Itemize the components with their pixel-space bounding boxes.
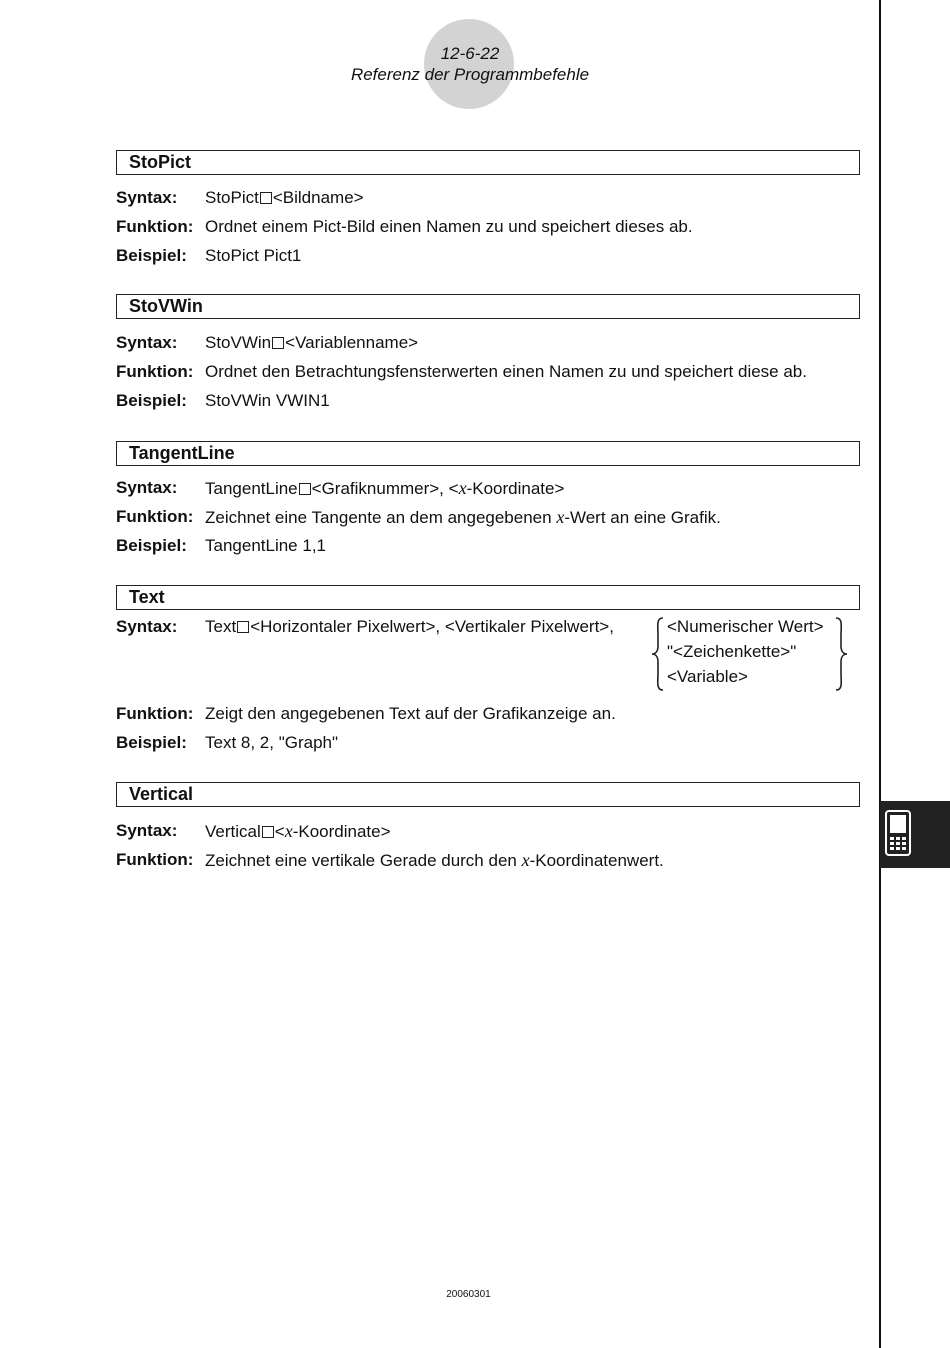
syntax-option: <Numerischer Wert> <box>667 617 824 636</box>
funktion-label: Funktion: <box>116 362 194 381</box>
syntax-label: Syntax: <box>116 617 178 636</box>
funktion-label: Funktion: <box>116 507 194 526</box>
page-number: 12-6-22 <box>440 44 500 63</box>
right-brace-icon <box>834 616 848 692</box>
header-circle <box>424 19 514 109</box>
command-title: StoVWin <box>129 296 203 316</box>
beispiel-value: TangentLine 1,1 <box>205 536 326 555</box>
space-symbol-icon <box>272 337 284 349</box>
beispiel-label: Beispiel: <box>116 733 187 752</box>
syntax-options-group <box>651 616 851 692</box>
funktion-label: Funktion: <box>116 217 194 236</box>
command-heading-text <box>116 585 860 610</box>
syntax-option: <Variable> <box>667 667 748 686</box>
funktion-value: Zeigt den angegebenen Text auf der Grafikanzeige an. <box>205 704 616 723</box>
chapter-tab <box>880 801 950 868</box>
beispiel-label: Beispiel: <box>116 246 187 265</box>
space-symbol-icon <box>262 826 274 838</box>
syntax-label: Syntax: <box>116 478 178 497</box>
space-symbol-icon <box>260 192 272 204</box>
syntax-label: Syntax: <box>116 188 178 207</box>
beispiel-value: StoVWin VWIN1 <box>205 391 330 410</box>
command-title: TangentLine <box>129 443 235 463</box>
funktion-value: Zeichnet eine vertikale Gerade durch den x-Koordinatenwert. <box>205 850 664 870</box>
beispiel-value: StoPict Pict1 <box>205 246 302 265</box>
syntax-value: TangentLine <Grafiknummer>, <x-Koordinate> <box>205 478 565 498</box>
command-heading-vertical <box>116 782 860 807</box>
beispiel-label: Beispiel: <box>116 391 187 410</box>
command-heading-stopict <box>116 150 860 175</box>
footer-code: 20060301 <box>446 1289 491 1300</box>
right-margin-rule <box>879 0 881 1348</box>
syntax-option: "<Zeichenkette>" <box>667 642 797 661</box>
syntax-value: Vertical <x-Koordinate> <box>205 821 391 841</box>
space-symbol-icon <box>237 621 249 633</box>
funktion-label: Funktion: <box>116 850 194 869</box>
command-title: Vertical <box>129 784 194 804</box>
command-heading-tangentline <box>116 441 860 466</box>
page-title: Referenz der Programmbefehle <box>350 65 590 84</box>
funktion-value: Ordnet den Betrachtungsfensterwerten einen Namen zu und speichert diese ab. <box>205 362 807 381</box>
funktion-value: Zeichnet eine Tangente an dem angegebenen x-Wert an eine Grafik. <box>205 507 721 527</box>
beispiel-value: Text 8, 2, "Graph" <box>205 733 339 752</box>
syntax-value: StoPict <Bildname> <box>205 188 364 207</box>
left-brace-icon <box>651 616 665 692</box>
funktion-label: Funktion: <box>116 704 194 723</box>
command-title: Text <box>129 587 165 607</box>
command-heading-stovwin <box>116 294 860 319</box>
syntax-label: Syntax: <box>116 333 178 352</box>
syntax-label: Syntax: <box>116 821 178 840</box>
syntax-value: StoVWin <Variablenname> <box>205 333 419 352</box>
calculator-icon <box>884 809 912 857</box>
funktion-value: Ordnet einem Pict-Bild einen Namen zu und speichert dieses ab. <box>205 217 693 236</box>
space-symbol-icon <box>299 483 311 495</box>
syntax-value: Text <Horizontaler Pixelwert>, <Vertikaler Pixelwert>, <box>205 617 614 636</box>
beispiel-label: Beispiel: <box>116 536 187 555</box>
command-title: StoPict <box>129 152 192 172</box>
